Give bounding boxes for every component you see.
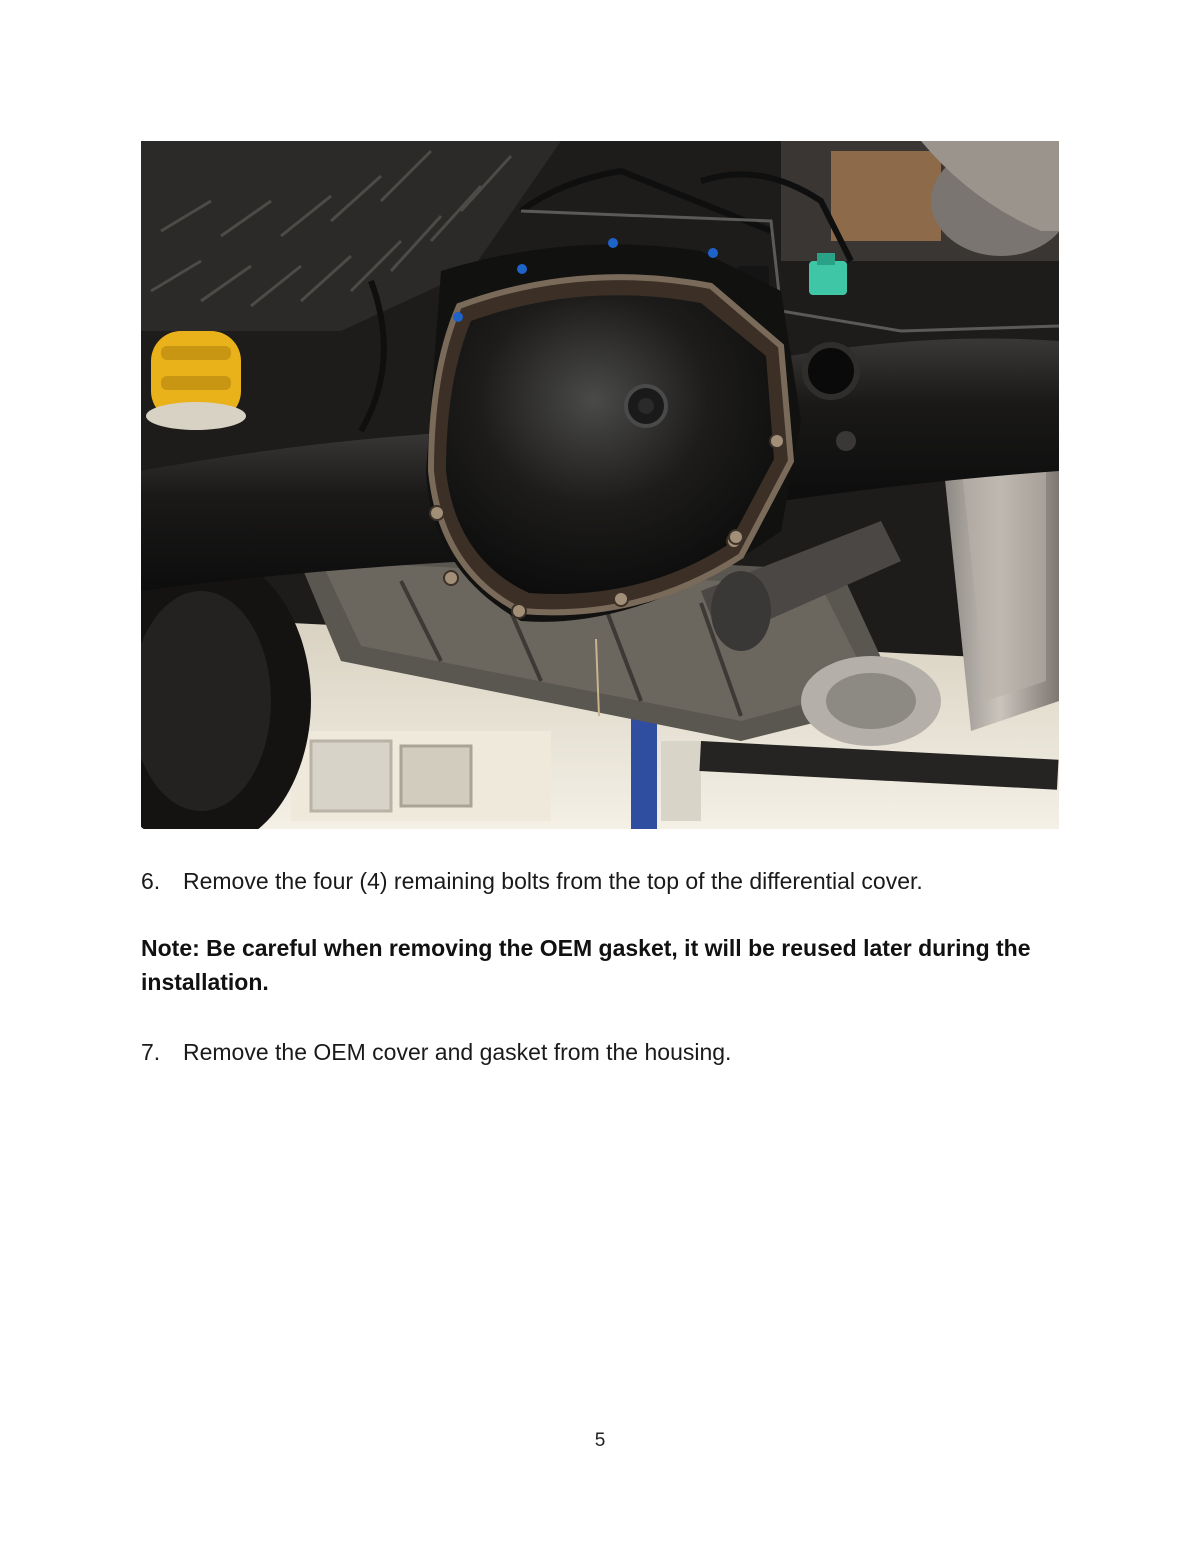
instruction-step-7 (141, 1037, 731, 1067)
step-text: Remove the four (4) remaining bolts from the top of the differential cover. (183, 868, 923, 894)
page-number: 5 (594, 1430, 606, 1451)
caution-note: Note: Be careful when removing the OEM gasket, it will be reused later during the installation. (141, 935, 1031, 995)
differential-cover-photo (141, 141, 1059, 829)
step-number: 6. (141, 868, 161, 894)
instruction-step-6 (141, 866, 923, 896)
step-number: 7. (141, 1039, 161, 1065)
step-text: Remove the OEM cover and gasket from the housing. (183, 1039, 732, 1065)
